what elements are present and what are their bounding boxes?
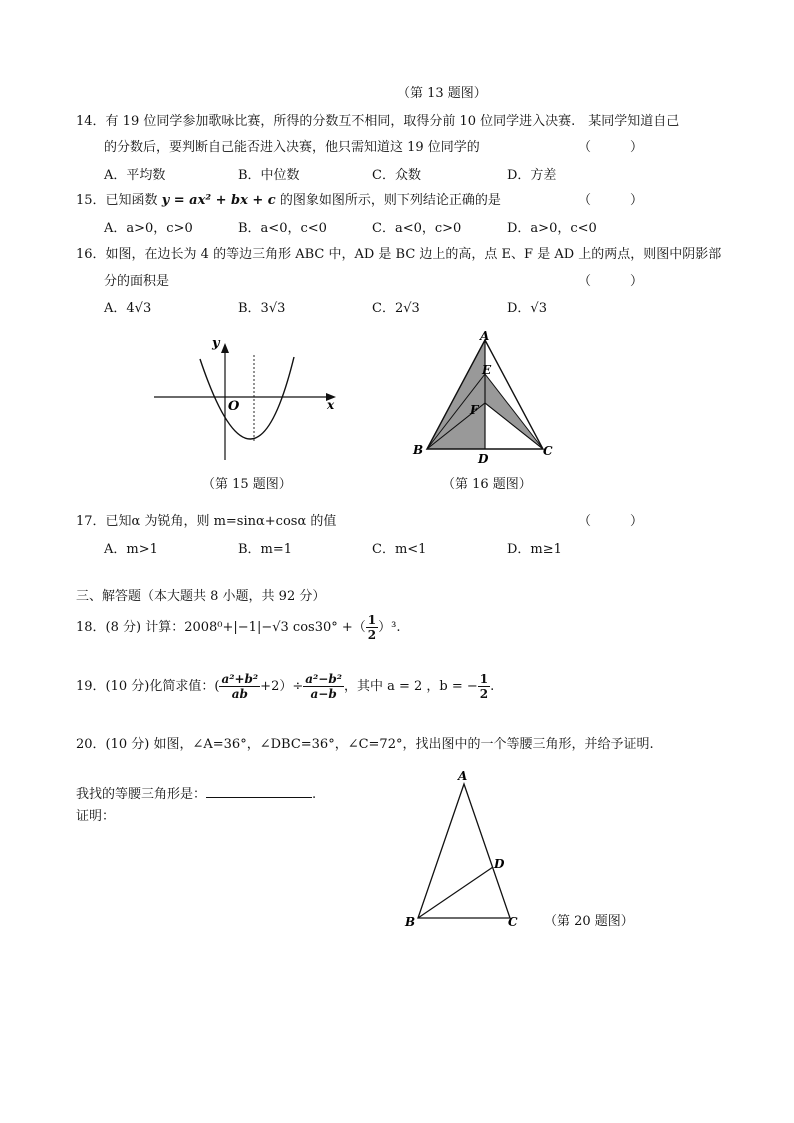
- q19-frac2-den: a−b: [310, 687, 337, 701]
- fig16-label-a: A: [480, 329, 490, 343]
- fig15-y-label: y: [212, 336, 220, 351]
- q18-frac-den: 2: [367, 628, 377, 642]
- q14-line2: 的分数后，要判断自己能否进入决赛，他只需知道这 19 位同学的: [104, 140, 480, 155]
- q14-line1: 14．有 19 位同学参加歌咏比赛，所得的分数互不相同，取得分前 10 位同学进入决赛. 某同学知道自己: [76, 114, 680, 129]
- fig15-graph: [150, 335, 350, 465]
- fig16-segment-fc: [485, 403, 543, 449]
- q17-answer-paren: （ ）: [578, 514, 644, 529]
- q19-fraction-1: [219, 672, 260, 701]
- q15-option-b: B．a<0，c<0: [238, 221, 327, 236]
- q17-option-a: A．m>1: [104, 542, 158, 557]
- fig15-y-arrow: [221, 343, 229, 353]
- q17-stem: 17．已知α 为锐角，则 m=sinα+cosα 的值: [76, 514, 337, 529]
- fig20-segment-bd: [418, 867, 493, 918]
- q20-answer-line: [76, 783, 316, 802]
- fig15-x-label: x: [327, 398, 335, 412]
- q18-frac-num: 1: [367, 613, 377, 627]
- q17-option-c: C．m<1: [372, 542, 427, 557]
- q19-frac1-num: a²+b²: [221, 672, 259, 686]
- q19-frac1-den: ab: [231, 687, 248, 701]
- q19-condition: ，其中 a = 2 ，b = −: [343, 679, 478, 694]
- q15-suffix: 的图象如图所示，则下列结论正确的是: [275, 193, 501, 208]
- q15-stem: [76, 189, 501, 208]
- q16-answer-paren: （ ）: [578, 274, 644, 289]
- q16-line1: 16．如图，在边长为 4 的等边三角形 ABC 中，AD 是 BC 边上的高，点 E、F 是 AD 上的两点，则图中阴影部: [76, 247, 722, 262]
- section3-heading: 三、解答题（本大题共 8 小题，共 92 分）: [76, 589, 326, 604]
- q19-stem: [76, 672, 494, 702]
- q20-answer-blank[interactable]: [206, 785, 312, 798]
- q19-end: .: [490, 679, 495, 694]
- q15-option-c: C．a<0，c>0: [372, 221, 462, 236]
- fig15-caption: （第 15 题图）: [202, 477, 292, 492]
- q20-found-label: 我找的等腰三角形是：: [76, 787, 207, 802]
- q18-suffix: ）³.: [378, 620, 401, 635]
- fig15-origin-label: O: [228, 399, 240, 414]
- q15-answer-paren: （ ）: [578, 193, 644, 208]
- fig16-label-c: C: [543, 444, 553, 458]
- fig13-caption: （第 13 题图）: [397, 86, 487, 101]
- q17-option-b: B．m=1: [238, 542, 293, 557]
- q16-option-d: D．√3: [507, 301, 547, 316]
- q18-prefix: 18．(8 分) 计算：2008⁰+|−1|−√3 cos30° +（: [76, 620, 366, 635]
- q14-option-d: D．方差: [507, 168, 557, 183]
- q15-option-d: D．a>0，c<0: [507, 221, 597, 236]
- fig20-label-d: D: [494, 857, 505, 871]
- q14-option-b: B．中位数: [238, 168, 300, 183]
- fig16-label-d: D: [478, 452, 489, 466]
- fig20-triangle-abc: [418, 784, 510, 918]
- q19-fraction-3: [478, 672, 490, 701]
- q17-option-d: D．m≥1: [507, 542, 562, 557]
- q15-prefix: 15．已知函数: [76, 193, 162, 208]
- q19-prefix: 19．(10 分)化简求值：(: [76, 679, 220, 694]
- q18-stem: [76, 613, 400, 643]
- q16-option-c: C．2√3: [372, 301, 420, 316]
- q15-option-a: A．a>0，c>0: [104, 221, 193, 236]
- q15-formula: y = ax² + bx + c: [161, 193, 276, 208]
- q19-frac3-num: 1: [479, 672, 489, 686]
- q20-proof-label: 证明：: [76, 809, 116, 824]
- q14-answer-paren: （ ）: [578, 140, 644, 155]
- q19-frac3-den: 2: [479, 687, 489, 701]
- q14-option-c: C．众数: [372, 168, 421, 183]
- fig20-label-b: B: [405, 915, 416, 929]
- fig20-figure: [398, 764, 538, 930]
- fig16-figure: [410, 330, 560, 465]
- q16-option-a: A．4√3: [104, 301, 152, 316]
- fig20-caption: （第 20 题图）: [544, 914, 634, 929]
- fig16-label-f: F: [470, 403, 479, 417]
- q16-line2: 分的面积是: [104, 274, 170, 289]
- q19-frac2-num: a²−b²: [305, 672, 342, 686]
- fig16-label-b: B: [413, 443, 424, 457]
- q19-fraction-2: [303, 672, 344, 701]
- q14-option-a: A．平均数: [104, 168, 166, 183]
- fig20-label-a: A: [458, 769, 468, 783]
- q16-option-b: B．3√3: [238, 301, 286, 316]
- fig16-caption: （第 16 题图）: [442, 477, 532, 492]
- fig16-shade-ecf: [485, 374, 543, 449]
- q18-fraction: [366, 613, 378, 642]
- fig15-parabola: [200, 357, 294, 439]
- fig16-label-e: E: [482, 363, 492, 377]
- q20-stem: 20．(10 分) 如图，∠A=36°，∠DBC=36°，∠C=72°，找出图中的一个等腰三角形，并给予证明.: [76, 737, 654, 752]
- fig20-label-c: C: [508, 915, 518, 929]
- q19-mid: +2）÷: [260, 679, 304, 694]
- q20-found-end: .: [312, 787, 317, 802]
